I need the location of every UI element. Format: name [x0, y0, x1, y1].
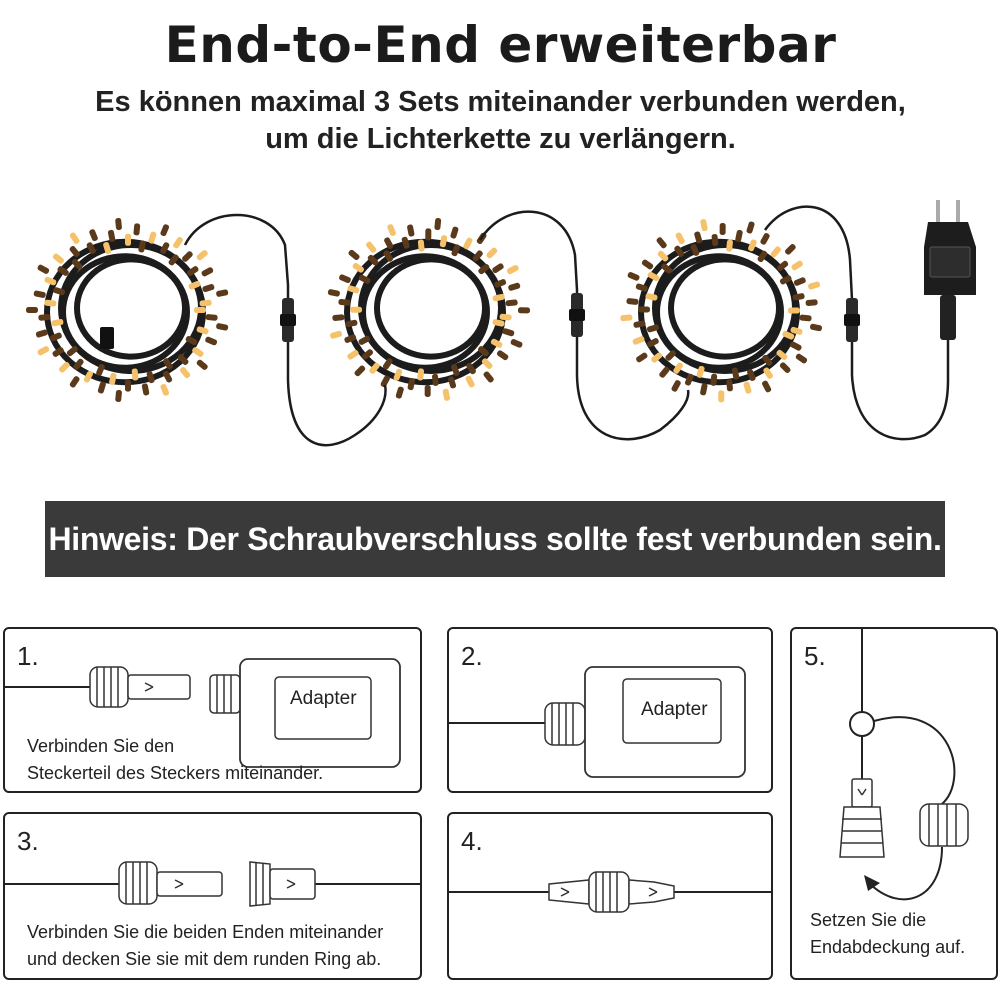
power-adapter-plug [924, 200, 976, 340]
plug-pin-icon [128, 675, 190, 699]
step-3-panel [3, 812, 422, 980]
step-1-caption [27, 733, 323, 787]
step-4-diagram [449, 814, 773, 980]
step-5-number: 5. [804, 641, 826, 671]
step-1-panel [3, 627, 422, 793]
step-3-caption [27, 919, 383, 973]
plug-end-icon [840, 779, 884, 857]
step-2-panel [447, 627, 773, 793]
step-4-panel [447, 812, 773, 980]
screw-ring-icon [119, 862, 157, 904]
end-cap [100, 327, 114, 349]
screw-ring-icon [90, 667, 128, 707]
page-title: End-to-End erweiterbar [164, 16, 837, 74]
step-5-caption [810, 907, 965, 961]
joined-connector-icon [549, 872, 674, 912]
screw-ring-icon [545, 703, 585, 745]
subtitle-line-2: um die Lichterkette zu verlängern. [265, 123, 736, 155]
step-1-number: 1. [17, 641, 39, 671]
adapter-label: Adapter [290, 688, 357, 709]
step-4-number: 4. [461, 826, 483, 856]
end-cap-ring-icon [920, 804, 968, 846]
step-2-number: 2. [461, 641, 483, 671]
subtitle [0, 84, 1001, 158]
adapter-label: Adapter [641, 699, 708, 720]
connector-3 [844, 298, 860, 342]
step-3-caption-line-2: und decken Sie sie mit dem runden Ring ab. [27, 949, 382, 969]
step-5-caption-line-2: Endabdeckung auf. [810, 937, 966, 957]
step-1-caption-line-1: Verbinden Sie den [27, 736, 175, 756]
light-coil-1 [26, 218, 229, 402]
step-5-panel [790, 627, 998, 980]
connector-1 [280, 298, 296, 342]
plug-pin-icon [157, 872, 222, 896]
connector-2 [569, 293, 585, 337]
step-5-caption-line-1: Setzen Sie die [810, 910, 927, 930]
light-string-illustration [0, 185, 1001, 475]
light-coil-3 [620, 219, 822, 403]
step-3-number: 3. [17, 826, 39, 856]
step-3-caption-line-1: Verbinden Sie die beiden Enden miteinander [27, 922, 384, 942]
step-2-diagram [449, 629, 773, 793]
socket-thread-icon [250, 862, 315, 906]
light-coil-2 [327, 218, 530, 401]
step-1-caption-line-2: Steckerteil des Steckers miteinander. [27, 763, 324, 783]
adapter-thread-icon [210, 675, 240, 713]
subtitle-line-1: Es können maximal 3 Sets miteinander verbunden werden, [95, 86, 906, 118]
note-banner: Hinweis: Der Schraubverschluss sollte fest verbunden sein. [45, 501, 945, 577]
